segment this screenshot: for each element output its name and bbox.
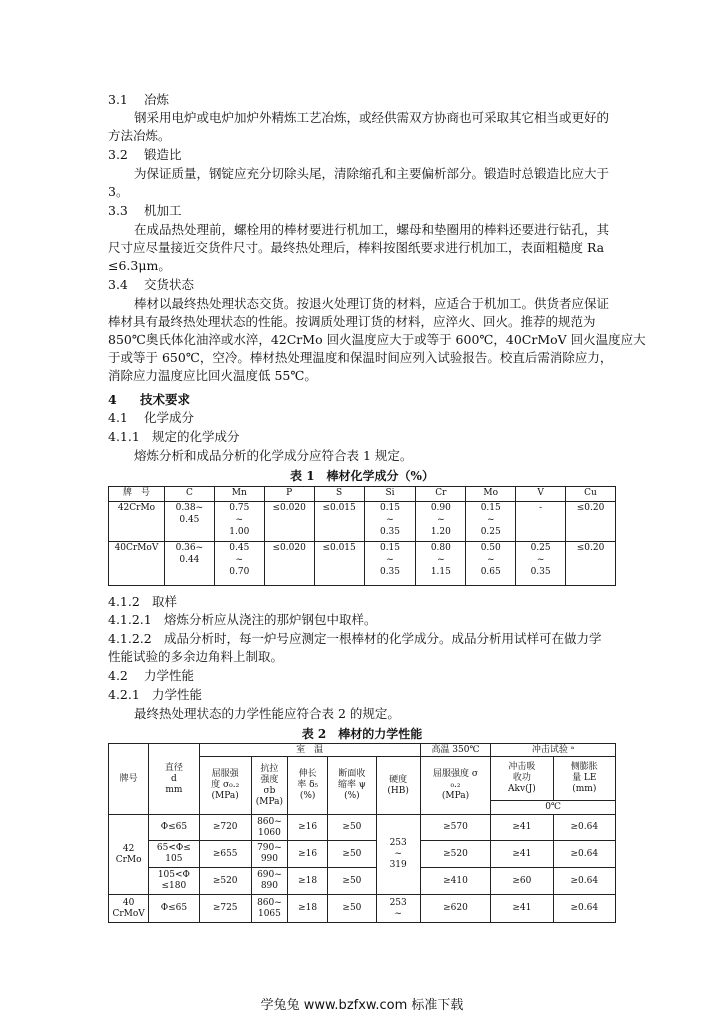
table-header: 屈服强 度 σ₀.₂ (MPa)	[199, 757, 251, 815]
table-cell: 0.25 ~ 0.35	[516, 542, 566, 586]
table-cell: ≥570	[420, 815, 490, 841]
table-1-caption: 表 1 棒材化学成分（%）	[290, 469, 434, 483]
table-cell: 0.50 ~ 0.65	[466, 542, 516, 586]
table-header: 侧膨胀 量 LE (mm)	[553, 757, 615, 801]
table-header: S	[314, 487, 364, 502]
table-cell: 0.75 ~ 1.00	[214, 502, 264, 542]
table-cell: ≥725	[199, 895, 251, 923]
table-cell: 0.36~ 0.44	[164, 542, 214, 586]
section-4-1-1-body: 熔炼分析和成品分析的化学成分应符合表 1 规定。	[134, 448, 413, 463]
table-cell: ≥520	[199, 868, 251, 895]
section-4-1-2-heading: 4.1.2 取样	[108, 594, 177, 609]
table-header: 抗拉 强度 σb (MPa)	[251, 757, 287, 815]
table-header: 冲击试验 ᵃ	[491, 744, 616, 757]
table-cell: ≥50	[328, 868, 376, 895]
table-cell: ≥410	[420, 868, 490, 895]
table-header: C	[164, 487, 214, 502]
table-cell: 0.45 ~ 0.70	[214, 542, 264, 586]
section-3-3-heading: 3.3 机加工	[108, 203, 182, 218]
table-header: Mn	[214, 487, 264, 502]
table-row	[109, 815, 616, 841]
table-row	[109, 841, 616, 868]
section-3-4-heading: 3.4 交货状态	[108, 277, 194, 292]
section-4-1-2-1: 4.1.2.1 熔炼分析应从浇注的那炉钢包中取样。	[108, 612, 377, 627]
table-cell: ≥50	[328, 815, 376, 841]
section-3-1-body-line: 方法冶炼。	[108, 128, 171, 143]
table-row	[109, 542, 616, 586]
section-4-1-2-2-cont: 性能试验的多余边角料上制取。	[108, 649, 284, 664]
table-cell: 0.15 ~ 0.35	[364, 502, 416, 542]
table-cell: ≥655	[199, 841, 251, 868]
table-2-header-row	[109, 744, 616, 757]
table-header: 0℃	[491, 801, 616, 815]
table-cell: ≥18	[288, 895, 328, 923]
section-3-1-body-line: 钢采用电炉或电炉加炉外精炼工艺冶炼，或经供需双方协商也可采取其它相当或更好的	[134, 110, 610, 125]
table-header: 屈服强度 σ ₀.₂ (MPa)	[420, 757, 490, 815]
table-cell: ≥50	[328, 895, 376, 923]
table-cell: 0.15 ~ 0.35	[364, 542, 416, 586]
table-cell: ≤0.020	[264, 502, 314, 542]
table-cell: ≤0.20	[566, 502, 616, 542]
table-cell: ≥41	[491, 841, 553, 868]
table-cell: ≥620	[420, 895, 490, 923]
section-4-2-1-body: 最终热处理状态的力学性能应符合表 2 的规定。	[134, 706, 400, 721]
table-1-header-row	[109, 487, 616, 502]
table-cell: ≤0.020	[264, 542, 314, 586]
table-header: Cu	[566, 487, 616, 502]
section-4-2-heading: 4.2 力学性能	[108, 668, 194, 683]
table-cell: ≥0.64	[553, 868, 615, 895]
table-header: P	[264, 487, 314, 502]
table-cell: ≥0.64	[553, 841, 615, 868]
table-cell: Φ≤65	[149, 895, 199, 923]
table-cell: 690~ 890	[251, 868, 287, 895]
section-3-1-heading: 3.1 冶炼	[108, 92, 169, 107]
table-cell: 253 ~ 319	[376, 815, 420, 895]
table-cell: 0.15 ~ 0.25	[466, 502, 516, 542]
table-cell: 0.90 ~ 1.20	[416, 502, 466, 542]
footer-watermark: 学兔兔 www.bzfxw.com 标准下载	[260, 998, 464, 1013]
section-3-4-body-line: 于或等于 650℃，空冷。棒材热处理温度和保温时间应列入试验报告。校直后需消除应力，	[108, 350, 613, 365]
table-cell: 860~ 1060	[251, 815, 287, 841]
table-cell: ≤0.20	[566, 542, 616, 586]
table-cell: ≥16	[288, 841, 328, 868]
section-3-2-body-line: 为保证质量，钢锭应充分切除头尾，清除缩孔和主要偏析部分。锻造时总锻造比应大于	[134, 166, 610, 181]
table-header: Cr	[416, 487, 466, 502]
table-cell: ≥16	[288, 815, 328, 841]
table-cell: ≥0.64	[553, 815, 615, 841]
table-cell: ≤0.015	[314, 502, 364, 542]
table-cell: 860~ 1065	[251, 895, 287, 923]
section-4-2-1-heading: 4.2.1 力学性能	[108, 687, 202, 702]
section-4-1-heading: 4.1 化学成分	[108, 410, 194, 425]
table-header: 断面收 缩率 ψ (%)	[328, 757, 376, 815]
section-4-1-1-heading: 4.1.1 规定的化学成分	[108, 429, 240, 444]
table-cell: ≥60	[491, 868, 553, 895]
table-header: 硬度 (HB)	[376, 757, 420, 815]
section-3-3-body-line: 尺寸应尽量接近交货件尺寸。最终热处理后，棒料按图纸要求进行机加工，表面粗糙度 Ra	[108, 240, 605, 255]
table-cell: 105<Φ ≤180	[149, 868, 199, 895]
table-header: 伸长 率 δ₅ (%)	[288, 757, 328, 815]
section-4-1-2-2: 4.1.2.2 成品分析时，每一炉号应测定一根棒材的化学成分。成品分析用试样可在做力学	[108, 631, 602, 646]
table-cell: ≥0.64	[553, 895, 615, 923]
table-header: 牌号	[109, 744, 149, 815]
table-cell: Φ≤65	[149, 815, 199, 841]
table-cell: 65<Φ≤ 105	[149, 841, 199, 868]
table-2-mechanical-properties	[108, 743, 616, 923]
table-row	[109, 502, 616, 542]
table-cell: 42CrMo	[109, 502, 165, 542]
table-2-caption: 表 2 棒材的力学性能	[301, 727, 423, 741]
table-cell: ≥41	[491, 815, 553, 841]
table-header: Si	[364, 487, 416, 502]
section-3-4-body-line: 棒材具有最终热处理状态的性能。按调质处理订货的材料，应淬火、回火。推荐的规范为	[108, 314, 596, 329]
section-3-3-body-line: ≤6.3μm。	[108, 258, 171, 273]
table-cell: 40 CrMoV	[109, 895, 149, 923]
table-header: V	[516, 487, 566, 502]
table-cell: ≥720	[199, 815, 251, 841]
section-3-3-body-line: 在成品热处理前，螺栓用的棒材要进行机加工，螺母和垫圈用的棒料还要进行钻孔，其	[134, 222, 610, 237]
table-cell: 790~ 990	[251, 841, 287, 868]
section-3-2-body-line: 3。	[108, 184, 129, 199]
table-header: 冲击吸 收功 Akv(J)	[491, 757, 553, 801]
table-row	[109, 895, 616, 923]
table-cell: ≥520	[420, 841, 490, 868]
table-header: 高温 350℃	[420, 744, 490, 757]
table-header: 室 温	[199, 744, 420, 757]
table-1-chemical-composition	[108, 486, 616, 586]
section-3-2-heading: 3.2 锻造比	[108, 147, 182, 162]
table-header: 直径 d mm	[149, 744, 199, 815]
section-3-4-body-line: 消除应力温度应比回火温度低 55℃。	[108, 368, 317, 383]
table-cell: 0.38~ 0.45	[164, 502, 214, 542]
table-cell: ≥50	[328, 841, 376, 868]
table-cell: 40CrMoV	[109, 542, 165, 586]
table-cell: 42 CrMo	[109, 815, 149, 895]
table-row	[109, 868, 616, 895]
section-3-4-body-line: 850℃奥氏体化油淬或水淬，42CrMo 回火温度应大于或等于 600℃，40CrMoV 回火温度应大	[108, 332, 646, 347]
table-cell: 0.80 ~ 1.15	[416, 542, 466, 586]
chapter-4-heading: 4 技术要求	[108, 392, 191, 407]
table-header: 牌 号	[109, 487, 165, 502]
section-3-4-body-line: 棒材以最终热处理状态交货。按退火处理订货的材料，应适合于机加工。供货者应保证	[134, 296, 610, 311]
table-cell: 253 ~	[376, 895, 420, 923]
table-cell: ≤0.015	[314, 542, 364, 586]
table-cell: -	[516, 502, 566, 542]
table-header: Mo	[466, 487, 516, 502]
table-cell: ≥18	[288, 868, 328, 895]
table-cell: ≥41	[491, 895, 553, 923]
